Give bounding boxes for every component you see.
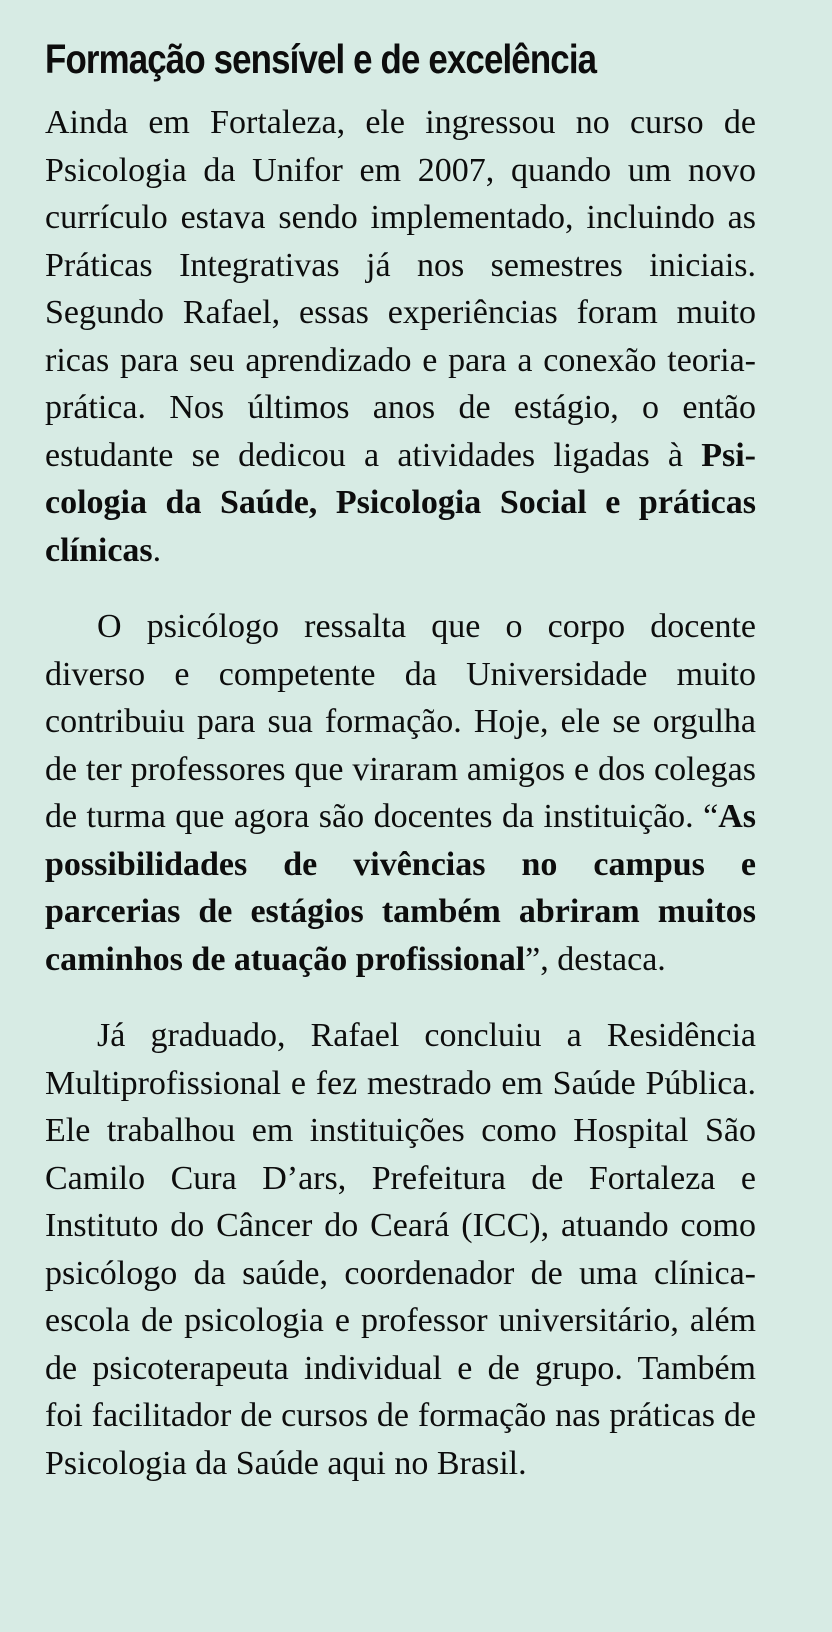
paragraph [45, 603, 756, 983]
text-run: Já graduado, Rafael concluiu a Residência Multiprofissional e fez mestrado em Saúde Pública. Ele trabalhou em instituições como Hospital São Camilo Cura D’ars, Prefeitura de Fortaleza e Instituto do Câncer do Ceará (ICC), atuando como psicólogo da saúde, coordenador de uma clínica-escola de psicologia e professor universitário, além de psicoterapeuta individual e de grupo. Também foi facilitador de cursos de formação nas práticas de Psicologia da Saúde aqui no Brasil. [45, 1017, 756, 1482]
article-body [45, 99, 756, 1487]
article-heading: Formação sensível e de excelência [45, 36, 597, 82]
text-run: . [152, 531, 162, 569]
text-run: ”, destaca. [525, 940, 666, 978]
text-run: Ainda em Fortaleza, ele ingressou no curso de Psicologia da Unifor em 2007, quando um novo currículo estava sendo implementado, incluindo as Práticas Integrativas já nos semestres iniciais. Segundo Rafael, essas experiências foram muito ricas para seu aprendizado e para a conexão teoria-prática. Nos últimos anos de estágio, o então estudante se dedicou a atividades ligadas à [45, 104, 756, 474]
paragraph [45, 1012, 756, 1487]
bold-text-run: As possibilidades de vivências no campus e parcerias de estágios também abriram muitos caminhos de atuação profissional [45, 798, 756, 978]
bold-text-run: Psicologia da Saúde, Psicologia Social e práticas clínicas [45, 436, 756, 569]
text-run: O psicólogo ressalta que o corpo docente diverso e competente da Universidade muito contribuiu para sua formação. Hoje, ele se orgulha de ter professores que viraram amigos e dos colegas de turma que agora são docentes da instituição. “ [45, 608, 756, 836]
paragraph [45, 99, 756, 574]
